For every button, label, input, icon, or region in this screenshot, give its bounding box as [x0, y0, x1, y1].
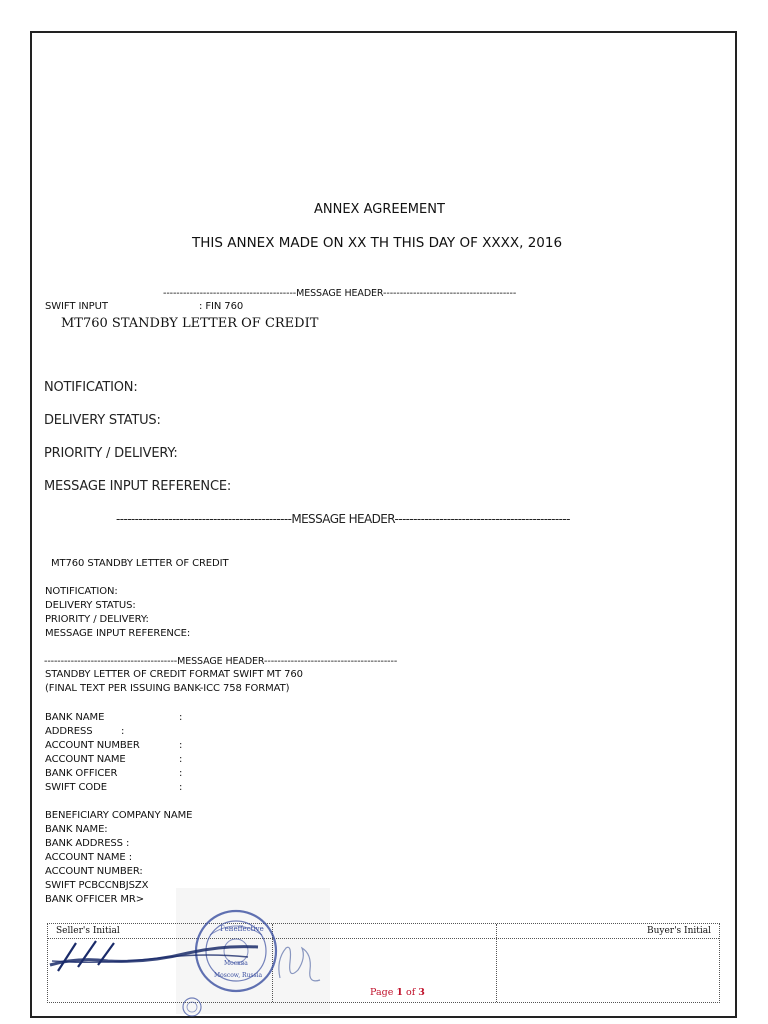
beneficiary-swift: SWIFT PCBCCNBJSZX	[45, 880, 149, 891]
page-prefix: Page	[370, 987, 397, 998]
mt760-title-small: MT760 STANDBY LETTER OF CREDIT	[51, 558, 229, 569]
beneficiary-account-name: ACCOUNT NAME :	[45, 852, 133, 863]
delivery-status-small: DELIVERY STATUS:	[45, 600, 136, 611]
swift-input-value: : FIN 760	[199, 301, 244, 312]
second-signature-icon	[272, 940, 332, 990]
document-subheading: THIS ANNEX MADE ON XX TH THIS DAY OF XXXX, 2016	[192, 235, 563, 251]
beneficiary-bank-name: BANK NAME:	[45, 824, 108, 835]
priority-delivery-small: PRIORITY / DELIVERY:	[45, 614, 149, 625]
beneficiary-account-number: ACCOUNT NUMBER:	[45, 866, 143, 877]
message-input-reference-small: MESSAGE INPUT REFERENCE:	[45, 628, 191, 639]
swift-code-label: SWIFT CODE	[45, 782, 107, 793]
message-header-divider-small: ----------------------------------------MESSAGE HEADER----------------------------------------	[44, 656, 398, 667]
notification-small: NOTIFICATION:	[45, 586, 118, 597]
account-number-label: ACCOUNT NUMBER	[45, 740, 140, 751]
document-heading: ANNEX AGREEMENT	[314, 202, 445, 217]
page-current: 1	[396, 987, 403, 998]
initials-table-col-2	[496, 924, 497, 1002]
mt760-title: MT760 STANDBY LETTER OF CREDIT	[61, 316, 319, 331]
message-input-reference-field: MESSAGE INPUT REFERENCE:	[44, 479, 232, 494]
address-label: ADDRESS	[45, 726, 93, 737]
stamp-text-city: Москва	[224, 960, 248, 967]
page-total: 3	[418, 987, 425, 998]
account-name-label: ACCOUNT NAME	[45, 754, 126, 765]
bank-name-sep: :	[179, 712, 183, 723]
buyer-initial-label: Buyer's Initial	[646, 926, 711, 936]
beneficiary-bank-officer: BANK OFFICER MR>	[45, 894, 145, 905]
account-number-sep: :	[179, 740, 183, 751]
beneficiary-company-name: BENEFICIARY COMPANY NAME	[45, 810, 193, 821]
bank-name-label: BANK NAME	[45, 712, 105, 723]
format-line-2: (FINAL TEXT PER ISSUING BANK-ICC 758 FORMAT)	[45, 683, 290, 694]
seller-signature-icon	[48, 935, 263, 975]
message-header-divider: ----------------------------------------MESSAGE HEADER----------------------------------------	[163, 288, 517, 299]
swift-input-label: SWIFT INPUT	[45, 301, 108, 312]
swift-code-sep: :	[179, 782, 183, 793]
format-line-1: STANDBY LETTER OF CREDIT FORMAT SWIFT MT 760	[45, 669, 303, 680]
beneficiary-bank-address: BANK ADDRESS :	[45, 838, 130, 849]
bank-officer-label: BANK OFFICER	[45, 768, 118, 779]
small-stamp-icon	[180, 996, 204, 1018]
bank-officer-sep: :	[179, 768, 183, 779]
page-of: of	[402, 987, 419, 998]
priority-delivery-field: PRIORITY / DELIVERY:	[44, 446, 178, 461]
stamp-text-bottom: Moscow, Russia	[214, 972, 263, 979]
notification-field: NOTIFICATION:	[44, 380, 138, 395]
stamp-text-top: Генеffective	[220, 925, 264, 933]
delivery-status-field: DELIVERY STATUS:	[44, 413, 161, 428]
address-sep: :	[121, 726, 125, 737]
message-header-divider-large: -----------------------------------------------MESSAGE HEADER-----------------------------------------------	[116, 512, 570, 526]
page-number	[370, 987, 425, 998]
account-name-sep: :	[179, 754, 183, 765]
seller-initial-label: Seller's Initial	[56, 926, 120, 936]
